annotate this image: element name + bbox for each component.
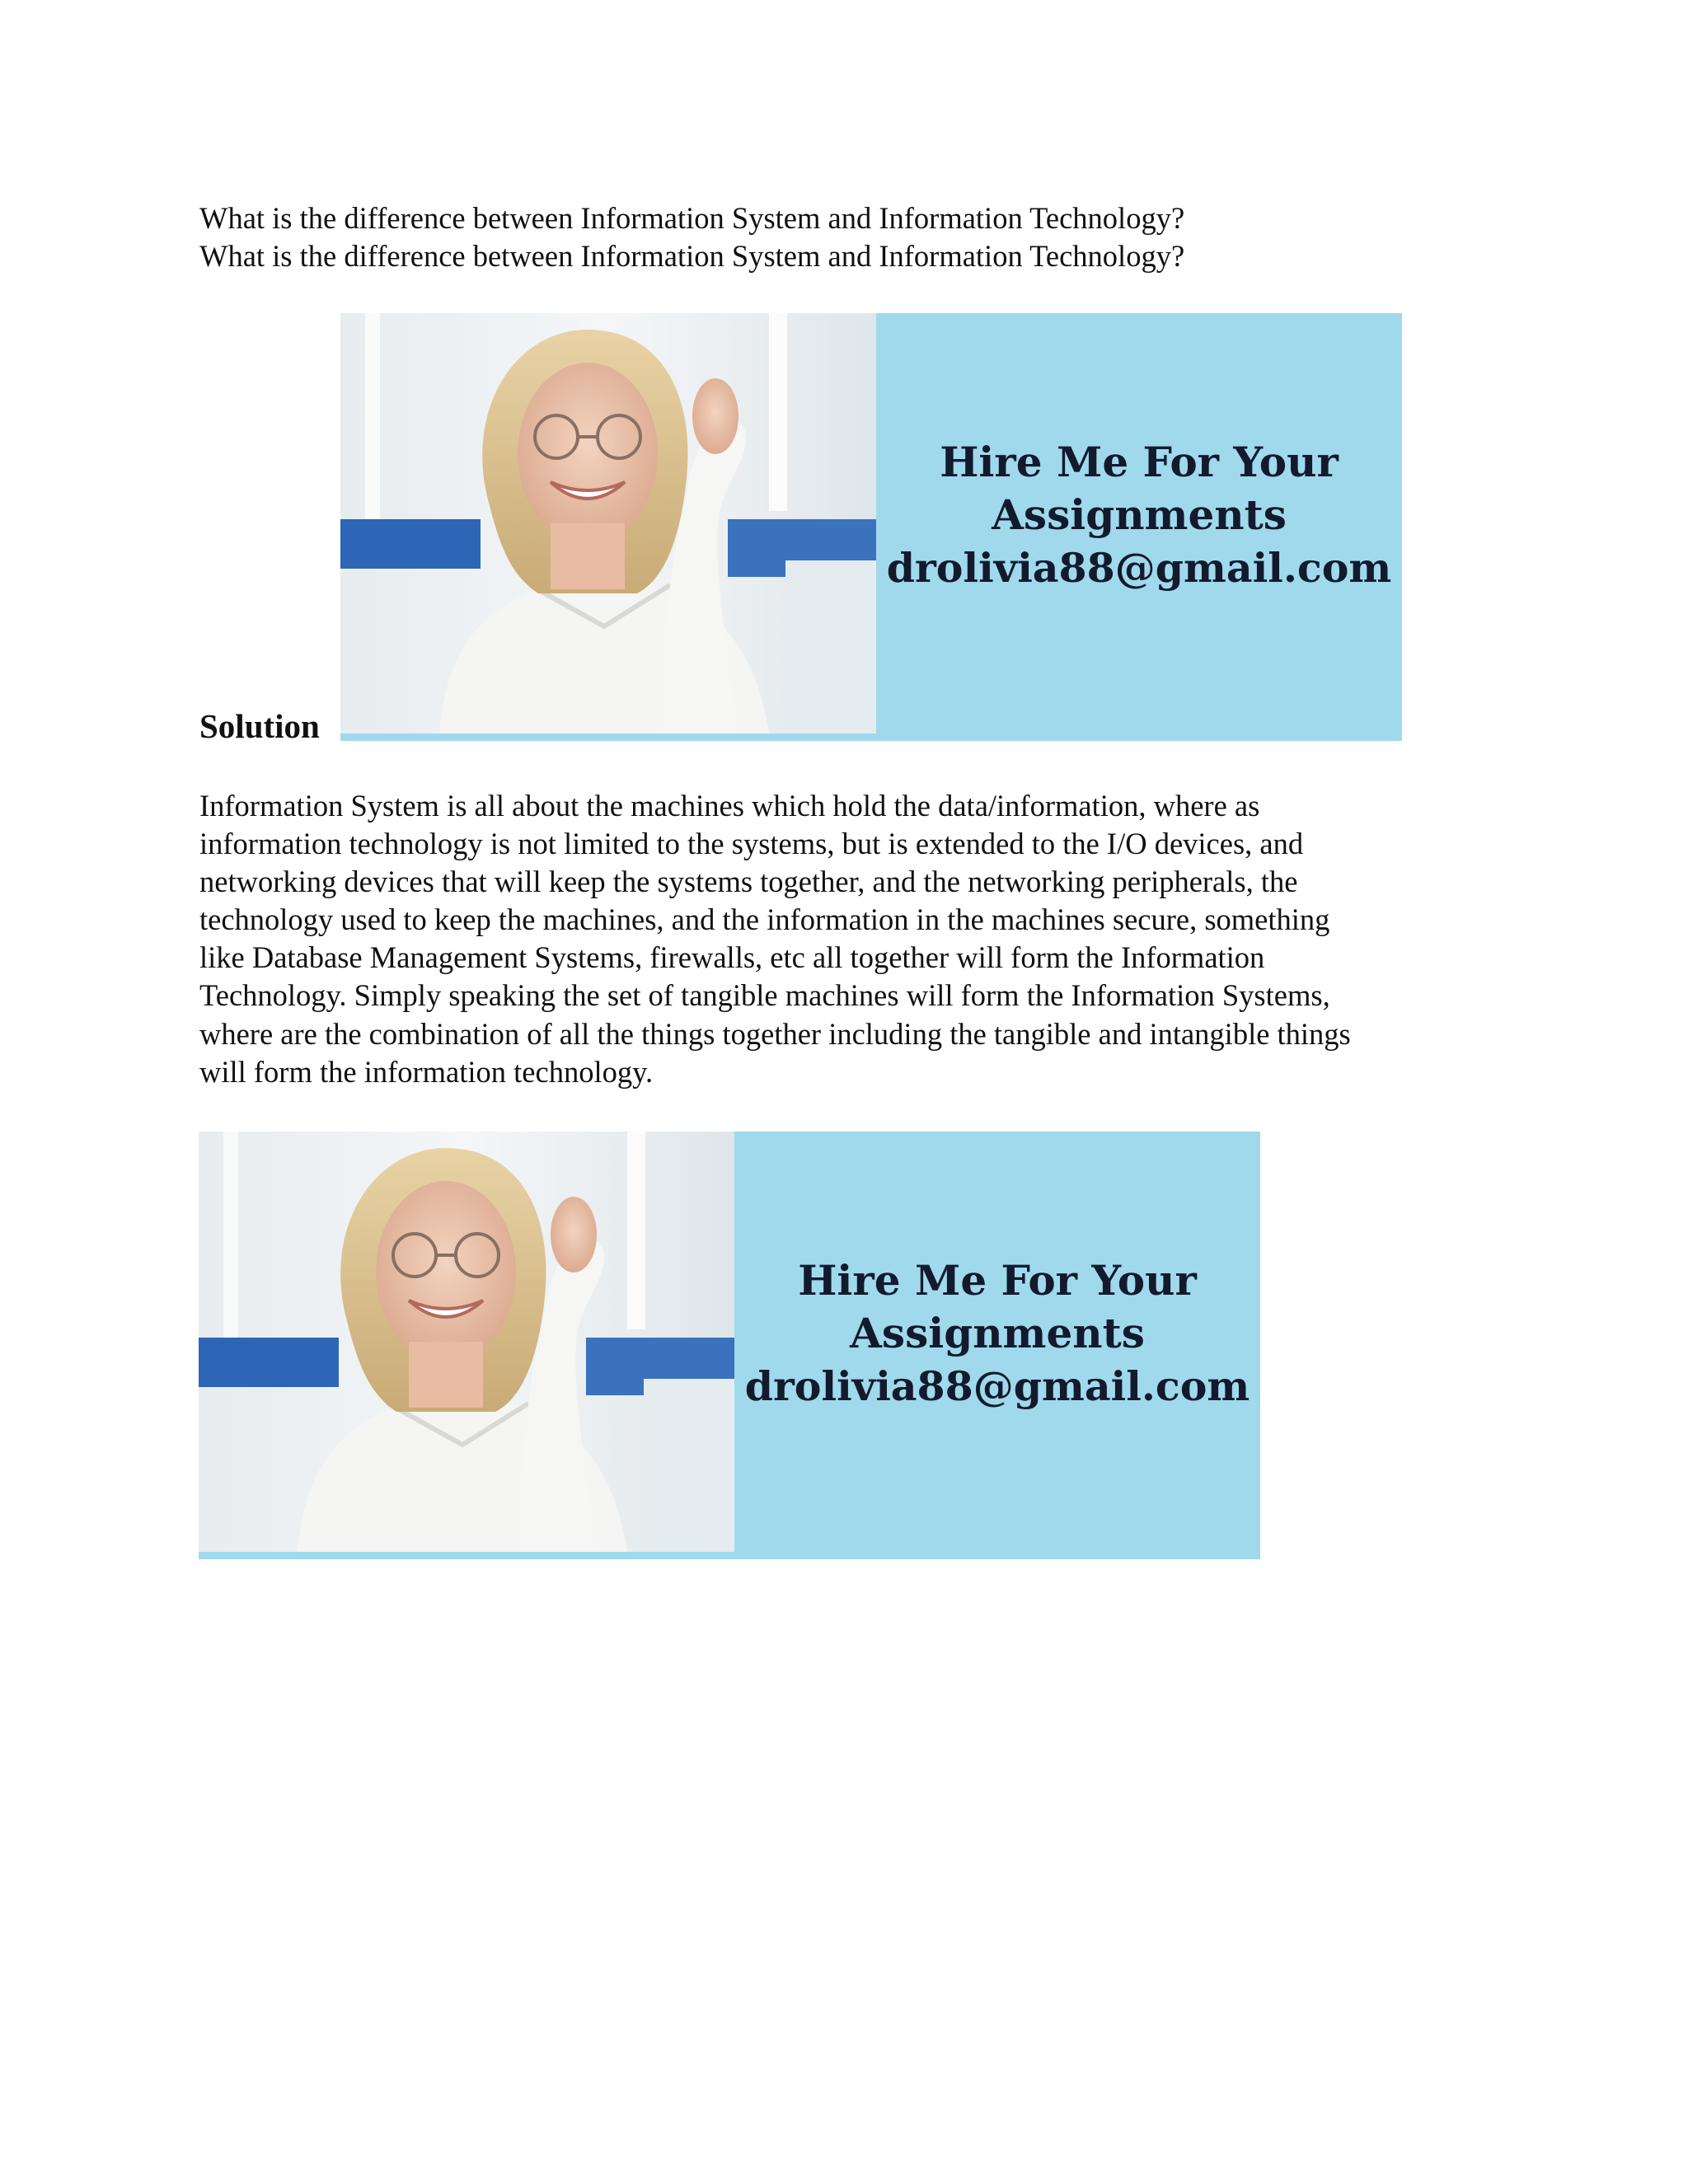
banner-text — [734, 1132, 1260, 1559]
answer-line: technology used to keep the machines, and the information in the machines secure, something — [199, 902, 1330, 937]
banner-email: drolivia88@gmail.com — [886, 543, 1392, 592]
banner-headline: Hire Me For Your — [798, 1255, 1197, 1305]
answer-line: where are the combination of all the things together including the tangible and intangible things — [199, 1016, 1351, 1051]
advertisement-banner-repeat — [199, 1132, 1260, 1559]
woman-photo — [199, 1132, 734, 1552]
advertisement-banner — [340, 313, 1402, 741]
answer-line: like Database Management Systems, firewalls, etc all together will form the Information — [199, 940, 1265, 975]
woman-photo — [340, 313, 876, 733]
solution-heading: Solution — [199, 707, 320, 745]
question-line: What is the difference between Information System and Information Technology? — [199, 201, 1185, 235]
banner-text — [876, 313, 1402, 741]
answer-line: will form the information technology. — [199, 1054, 654, 1089]
banner-subline: Assignments — [850, 1308, 1145, 1357]
answer-line: Technology. Simply speaking the set of tangible machines will form the Information Systems, — [199, 978, 1330, 1013]
banner-bottom-strip — [199, 1552, 1260, 1559]
question-line-repeat: What is the difference between Information System and Information Technology? — [199, 239, 1185, 273]
banner-headline: Hire Me For Your — [940, 437, 1339, 486]
answer-line: networking devices that will keep the systems together, and the networking peripherals, the — [199, 865, 1298, 899]
answer-line: information technology is not limited to the systems, but is extended to the I/O devices, and — [199, 827, 1304, 861]
banner-email: drolivia88@gmail.com — [744, 1361, 1250, 1410]
banner-subline: Assignments — [992, 490, 1287, 539]
answer-line: Information System is all about the machines which hold the data/information, where as — [199, 789, 1260, 823]
banner-bottom-strip — [340, 733, 1402, 741]
answer-paragraph — [199, 787, 1510, 1091]
